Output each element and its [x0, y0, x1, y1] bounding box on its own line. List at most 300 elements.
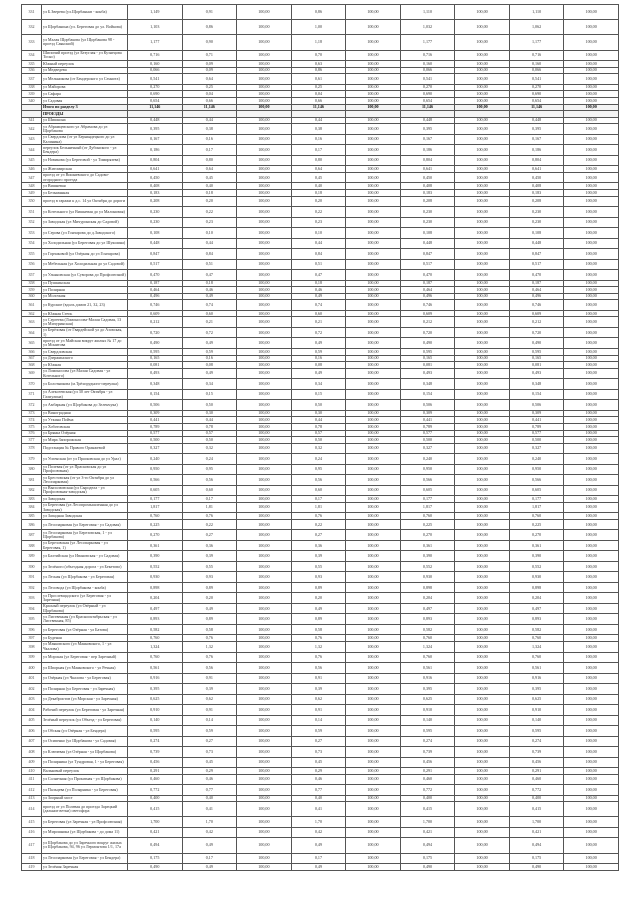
- value-cell: 0,605: [509, 485, 564, 496]
- value-cell: 0,240: [509, 454, 564, 465]
- value-cell: 0,204: [400, 593, 455, 604]
- value-cell: 100,00: [564, 423, 619, 430]
- table-row: [22, 327, 619, 338]
- value-cell: 100,00: [455, 172, 510, 183]
- value-cell: 0,51: [182, 259, 237, 270]
- row-number: 368: [22, 362, 42, 369]
- value-cell: 0,66: [291, 97, 346, 104]
- value-cell: 0,204: [509, 593, 564, 604]
- value-cell: 100,00: [237, 287, 292, 294]
- value-cell: 0,22: [182, 207, 237, 218]
- value-cell: 0,56: [291, 475, 346, 486]
- value-cell: 0,44: [291, 117, 346, 124]
- value-cell: 100,00: [455, 464, 510, 475]
- value-cell: 100,00: [237, 715, 292, 726]
- value-cell: 100,00: [346, 362, 401, 369]
- value-cell: 100,00: [237, 362, 292, 369]
- value-cell: 100,00: [346, 310, 401, 317]
- value-cell: 0,348: [128, 379, 183, 390]
- value-cell: 100,00: [237, 802, 292, 817]
- table-row: [22, 673, 619, 684]
- value-cell: 0,58: [182, 624, 237, 635]
- value-cell: 100,00: [564, 35, 619, 50]
- value-cell: 100,00: [346, 582, 401, 593]
- value-cell: 100,00: [237, 614, 292, 625]
- value-cell: 100,00: [237, 338, 292, 349]
- row-number: 388: [22, 540, 42, 551]
- table-row: [22, 84, 619, 91]
- value-cell: 100,00: [346, 172, 401, 183]
- value-cell: 0,225: [128, 519, 183, 530]
- value-cell: 100,00: [564, 802, 619, 817]
- table-row: [22, 551, 619, 562]
- value-cell: 0,361: [128, 540, 183, 551]
- value-cell: 0,86: [291, 5, 346, 20]
- value-cell: 0,441: [128, 417, 183, 424]
- value-cell: 100,00: [237, 673, 292, 684]
- value-cell: 100,00: [455, 774, 510, 785]
- value-cell: 0,582: [128, 624, 183, 635]
- value-cell: 0,595: [400, 348, 455, 355]
- value-cell: 100,00: [346, 74, 401, 85]
- value-cell: 0,39: [291, 551, 346, 562]
- value-cell: 0,641: [400, 166, 455, 173]
- value-cell: 0,18: [182, 190, 237, 197]
- value-cell: 100,00: [237, 190, 292, 197]
- value-cell: 100,00: [564, 827, 619, 838]
- value-cell: 100,00: [346, 802, 401, 817]
- value-cell: 100,00: [455, 652, 510, 663]
- value-cell: 0,789: [400, 423, 455, 430]
- value-cell: 0,552: [128, 561, 183, 572]
- road-name: ул Серова (ул Гончарова до д.Заводского): [42, 228, 128, 239]
- value-cell: 100,00: [346, 20, 401, 35]
- value-cell: 100,00: [346, 97, 401, 104]
- value-cell: 100,00: [455, 417, 510, 424]
- value-cell: 100,00: [237, 300, 292, 311]
- value-cell: 1,177: [509, 35, 564, 50]
- row-number: 418: [22, 853, 42, 864]
- value-cell: 0,93: [291, 572, 346, 583]
- value-cell: 100,00: [237, 684, 292, 695]
- value-cell: 0,460: [400, 774, 455, 785]
- value-cell: 0,493: [128, 368, 183, 379]
- value-cell: 0,898: [400, 582, 455, 593]
- value-cell: 100,00: [564, 684, 619, 695]
- value-cell: 100,00: [237, 768, 292, 775]
- value-cell: 0,916: [128, 673, 183, 684]
- value-cell: 0,270: [400, 530, 455, 541]
- value-cell: 0,45: [291, 172, 346, 183]
- value-cell: 100,00: [346, 593, 401, 604]
- value-cell: 0,760: [509, 635, 564, 642]
- value-cell: 100,00: [564, 726, 619, 737]
- value-cell: 0,57: [291, 430, 346, 437]
- value-cell: 0,49: [182, 838, 237, 853]
- value-cell: 0,490: [128, 338, 183, 349]
- value-cell: 100,00: [564, 430, 619, 437]
- value-cell: 0,140: [509, 715, 564, 726]
- value-cell: 100,00: [564, 172, 619, 183]
- value-cell: 0,49: [182, 864, 237, 871]
- value-cell: 100,00: [564, 228, 619, 239]
- value-cell: 100,00: [237, 423, 292, 430]
- value-cell: 100,00: [346, 530, 401, 541]
- value-cell: 0,789: [128, 423, 183, 430]
- value-cell: [509, 111, 564, 118]
- value-cell: 100,00: [455, 183, 510, 190]
- value-cell: 0,464: [509, 287, 564, 294]
- value-cell: 0,208: [400, 196, 455, 207]
- value-cell: 100,00: [237, 155, 292, 166]
- value-cell: 0,89: [182, 582, 237, 593]
- value-cell: 100,00: [346, 726, 401, 737]
- value-cell: 0,081: [128, 362, 183, 369]
- table-row: [22, 663, 619, 674]
- value-cell: 100,00: [564, 443, 619, 454]
- value-cell: 0,240: [400, 454, 455, 465]
- value-cell: 0,20: [182, 196, 237, 207]
- value-cell: 0,395: [128, 124, 183, 135]
- value-cell: 0,577: [400, 430, 455, 437]
- value-cell: 0,327: [128, 443, 183, 454]
- value-cell: 0,390: [128, 551, 183, 562]
- value-cell: 0,448: [509, 117, 564, 124]
- value-cell: 100,00: [346, 300, 401, 311]
- value-cell: 100,00: [237, 519, 292, 530]
- value-cell: 0,760: [128, 513, 183, 520]
- value-cell: 0,49: [182, 338, 237, 349]
- value-cell: 100,00: [455, 327, 510, 338]
- value-cell: 0,24: [291, 454, 346, 465]
- value-cell: 0,950: [400, 464, 455, 475]
- value-cell: 0,496: [400, 293, 455, 300]
- value-cell: 0,361: [509, 540, 564, 551]
- value-cell: 0,930: [128, 572, 183, 583]
- road-name: ул Свердлова (от ул Бернандецкого до ул Калинина): [42, 134, 128, 145]
- road-name: ул Котельного (ул Вишневая до ул Малиновая): [42, 207, 128, 218]
- row-number: 347: [22, 172, 42, 183]
- value-cell: 100,00: [237, 355, 292, 362]
- row-number: 382: [22, 485, 42, 496]
- value-cell: 100,00: [455, 259, 510, 270]
- value-cell: 0,91: [182, 705, 237, 716]
- road-name: ул Морская (ул Береговая - пер Заречный): [42, 652, 128, 663]
- table-row: [22, 603, 619, 614]
- value-cell: 100,00: [237, 104, 292, 111]
- row-number: 359: [22, 287, 42, 294]
- value-cell: 100,00: [455, 853, 510, 864]
- value-cell: 0,77: [182, 785, 237, 796]
- value-cell: 100,00: [455, 20, 510, 35]
- value-cell: 0,415: [400, 802, 455, 817]
- road-name: ул Брестовская (от ул 3-го Октября до ул Лесопарковая): [42, 475, 128, 486]
- value-cell: 100,00: [237, 593, 292, 604]
- value-cell: 100,00: [455, 747, 510, 758]
- road-name: ул Буденая: [42, 635, 128, 642]
- value-cell: 0,64: [182, 166, 237, 173]
- value-cell: 0,208: [509, 196, 564, 207]
- table-row: [22, 519, 619, 530]
- value-cell: 100,00: [346, 437, 401, 444]
- row-number: 402: [22, 684, 42, 695]
- row-number: 339: [22, 91, 42, 98]
- value-cell: 0,34: [291, 379, 346, 390]
- value-cell: 0,625: [509, 694, 564, 705]
- value-cell: 0,27: [182, 736, 237, 747]
- table-row: [22, 249, 619, 260]
- table-row: [22, 207, 619, 218]
- value-cell: 0,910: [128, 705, 183, 716]
- value-cell: 100,00: [455, 802, 510, 817]
- value-cell: 100,00: [564, 853, 619, 864]
- value-cell: 0,36: [291, 540, 346, 551]
- value-cell: 100,00: [455, 603, 510, 614]
- table-row: [22, 757, 619, 768]
- table-row: [22, 61, 619, 68]
- value-cell: 100,00: [564, 104, 619, 111]
- table-row: [22, 652, 619, 663]
- value-cell: 0,230: [509, 207, 564, 218]
- road-name: ул Озёрная (ул Чкалова - ул Береговая): [42, 673, 128, 684]
- row-number: 355: [22, 249, 42, 260]
- table-row: [22, 172, 619, 183]
- table-row: [22, 513, 619, 520]
- table-row: [22, 368, 619, 379]
- row-number: 410: [22, 768, 42, 775]
- road-name: ул Южная Степь: [42, 310, 128, 317]
- value-cell: 0,108: [128, 228, 183, 239]
- table-row: [22, 785, 619, 796]
- value-cell: 0,40: [182, 183, 237, 190]
- value-cell: 0,183: [509, 190, 564, 197]
- value-cell: 0,29: [182, 768, 237, 775]
- value-cell: 0,42: [291, 827, 346, 838]
- row-number: 391: [22, 572, 42, 583]
- value-cell: 0,22: [291, 519, 346, 530]
- value-cell: 0,327: [509, 443, 564, 454]
- value-cell: 100,00: [564, 652, 619, 663]
- value-cell: 0,08: [291, 362, 346, 369]
- value-cell: 100,00: [564, 642, 619, 653]
- value-cell: 0,500: [128, 437, 183, 444]
- value-cell: 100,00: [564, 249, 619, 260]
- value-cell: 0,59: [291, 348, 346, 355]
- road-name: ул Мебельная (ул Холодильная до ул Садовой): [42, 259, 128, 270]
- value-cell: 0,41: [291, 802, 346, 817]
- value-cell: 0,49: [182, 293, 237, 300]
- value-cell: 0,160: [400, 61, 455, 68]
- road-name: ул Садовая: [42, 97, 128, 104]
- row-number: 381: [22, 475, 42, 486]
- row-number: 392: [22, 582, 42, 593]
- value-cell: 0,716: [400, 50, 455, 61]
- value-cell: 100,00: [455, 551, 510, 562]
- value-cell: 100,00: [564, 310, 619, 317]
- row-number: 342: [22, 124, 42, 135]
- value-cell: 100,00: [564, 217, 619, 228]
- table-row: [22, 259, 619, 270]
- road-name: ул Берёзовая (от Гвардейской ул до Азовская, 1): [42, 327, 128, 338]
- value-cell: 0,45: [291, 757, 346, 768]
- road-name: ул Шишкина: [42, 117, 128, 124]
- value-cell: 0,348: [400, 379, 455, 390]
- road-name: ул Полярная (ул Береговая - ул Заречная): [42, 684, 128, 695]
- value-cell: 1,324: [128, 642, 183, 653]
- value-cell: 0,395: [509, 124, 564, 135]
- value-cell: 0,86: [182, 20, 237, 35]
- value-cell: 0,760: [400, 635, 455, 642]
- value-cell: 0,400: [509, 795, 564, 802]
- value-cell: 0,91: [182, 673, 237, 684]
- value-cell: 0,464: [400, 287, 455, 294]
- value-cell: 0,44: [182, 117, 237, 124]
- road-name: ул Щорбанина (ул. Береговая до ул. Войкова): [42, 20, 128, 35]
- value-cell: 0,45: [182, 172, 237, 183]
- road-name: ул Лесопарковая (ул Березовская, 1 - ул Щорбакова): [42, 530, 128, 541]
- row-number: 345: [22, 155, 42, 166]
- value-cell: 0,494: [400, 838, 455, 853]
- row-number: 346: [22, 166, 42, 173]
- row-number: 367: [22, 355, 42, 362]
- value-cell: 0,893: [128, 614, 183, 625]
- value-cell: 100,00: [346, 379, 401, 390]
- value-cell: 0,490: [509, 864, 564, 871]
- value-cell: 100,00: [564, 705, 619, 716]
- value-cell: 0,541: [400, 74, 455, 85]
- row-number: 337: [22, 74, 42, 85]
- value-cell: 100,00: [237, 134, 292, 145]
- value-cell: 0,73: [182, 747, 237, 758]
- value-cell: 1,324: [400, 642, 455, 653]
- value-cell: 0,464: [128, 287, 183, 294]
- value-cell: 100,00: [237, 485, 292, 496]
- road-name: Итого по разделу 3: [42, 104, 128, 111]
- road-name: ул Прослевщадского (ул Береговая - ул Заречная): [42, 593, 128, 604]
- value-cell: 100,00: [455, 117, 510, 124]
- value-cell: 0,847: [400, 249, 455, 260]
- value-cell: 100,00: [237, 464, 292, 475]
- table-row: [22, 684, 619, 695]
- row-number: 334: [22, 50, 42, 61]
- road-name: ул Ключевая (ул Озёрная - ул Щорбакова): [42, 747, 128, 758]
- value-cell: 0,916: [400, 673, 455, 684]
- table-row: [22, 317, 619, 328]
- value-cell: 0,51: [291, 259, 346, 270]
- value-cell: 0,448: [400, 117, 455, 124]
- value-cell: 100,00: [346, 795, 401, 802]
- value-cell: 11,146: [182, 104, 237, 111]
- value-cell: 100,00: [237, 502, 292, 513]
- table-row: [22, 572, 619, 583]
- value-cell: 0,497: [509, 603, 564, 614]
- value-cell: 100,00: [237, 389, 292, 400]
- value-cell: 0,470: [400, 270, 455, 281]
- value-cell: 100,00: [564, 61, 619, 68]
- value-cell: 0,46: [291, 287, 346, 294]
- value-cell: 0,400: [400, 795, 455, 802]
- value-cell: 0,066: [128, 67, 183, 74]
- table-summary-row: [22, 111, 619, 118]
- value-cell: 0,76: [182, 652, 237, 663]
- value-cell: 0,270: [128, 84, 183, 91]
- value-cell: 0,177: [128, 496, 183, 503]
- road-name: проезд от ул Майская вокруг жилых № 17 до ул Монитова: [42, 338, 128, 349]
- value-cell: 100,00: [564, 540, 619, 551]
- value-cell: 100,00: [237, 50, 292, 61]
- value-cell: 100,00: [455, 249, 510, 260]
- table-row: [22, 437, 619, 444]
- value-cell: 0,595: [509, 348, 564, 355]
- value-cell: 100,00: [237, 35, 292, 50]
- value-cell: 0,186: [128, 145, 183, 156]
- value-cell: 0,230: [400, 217, 455, 228]
- value-cell: 100,00: [455, 684, 510, 695]
- value-cell: 100,00: [455, 593, 510, 604]
- value-cell: 100,00: [564, 410, 619, 417]
- value-cell: 100,00: [564, 694, 619, 705]
- value-cell: 0,175: [400, 853, 455, 864]
- value-cell: 100,00: [455, 287, 510, 294]
- value-cell: 0,74: [182, 300, 237, 311]
- value-cell: 100,00: [564, 259, 619, 270]
- value-cell: 100,00: [564, 864, 619, 871]
- value-cell: 100,00: [346, 287, 401, 294]
- value-cell: 100,00: [564, 317, 619, 328]
- value-cell: 0,38: [291, 124, 346, 135]
- road-name: ул Б.Зверева (ул.Щорбанькв - конба): [42, 5, 128, 20]
- value-cell: [400, 111, 455, 118]
- value-cell: 100,00: [237, 310, 292, 317]
- value-cell: 100,00: [564, 795, 619, 802]
- table-row: [22, 91, 619, 98]
- value-cell: 100,00: [346, 104, 401, 111]
- value-cell: 0,898: [128, 582, 183, 593]
- value-cell: 0,225: [400, 519, 455, 530]
- table-row: [22, 5, 619, 20]
- road-name: ул Болотникова (м.Трёхпрудного-переулка): [42, 379, 128, 390]
- row-number: 353: [22, 228, 42, 239]
- value-cell: 100,00: [564, 293, 619, 300]
- table-row: [22, 561, 619, 572]
- value-cell: 0,493: [400, 368, 455, 379]
- value-cell: 0,739: [509, 747, 564, 758]
- row-number: 376: [22, 430, 42, 437]
- value-cell: 0,14: [291, 715, 346, 726]
- value-cell: 100,00: [455, 454, 510, 465]
- value-cell: 100,00: [564, 280, 619, 287]
- value-cell: 100,00: [346, 91, 401, 98]
- table-row: [22, 705, 619, 716]
- value-cell: 100,00: [346, 249, 401, 260]
- value-cell: 100,00: [564, 593, 619, 604]
- value-cell: 100,00: [346, 355, 401, 362]
- value-cell: 0,517: [400, 259, 455, 270]
- value-cell: 0,497: [128, 603, 183, 614]
- value-cell: 0,605: [400, 485, 455, 496]
- value-cell: 0,30: [291, 410, 346, 417]
- table-row: [22, 379, 619, 390]
- value-cell: 100,00: [455, 124, 510, 135]
- row-number: 398: [22, 642, 42, 653]
- row-number: 354: [22, 238, 42, 249]
- value-cell: 0,490: [400, 864, 455, 871]
- table-row: [22, 293, 619, 300]
- value-cell: 1,177: [128, 35, 183, 50]
- value-cell: 0,108: [509, 228, 564, 239]
- value-cell: 0,80: [182, 155, 237, 166]
- value-cell: 0,641: [128, 166, 183, 173]
